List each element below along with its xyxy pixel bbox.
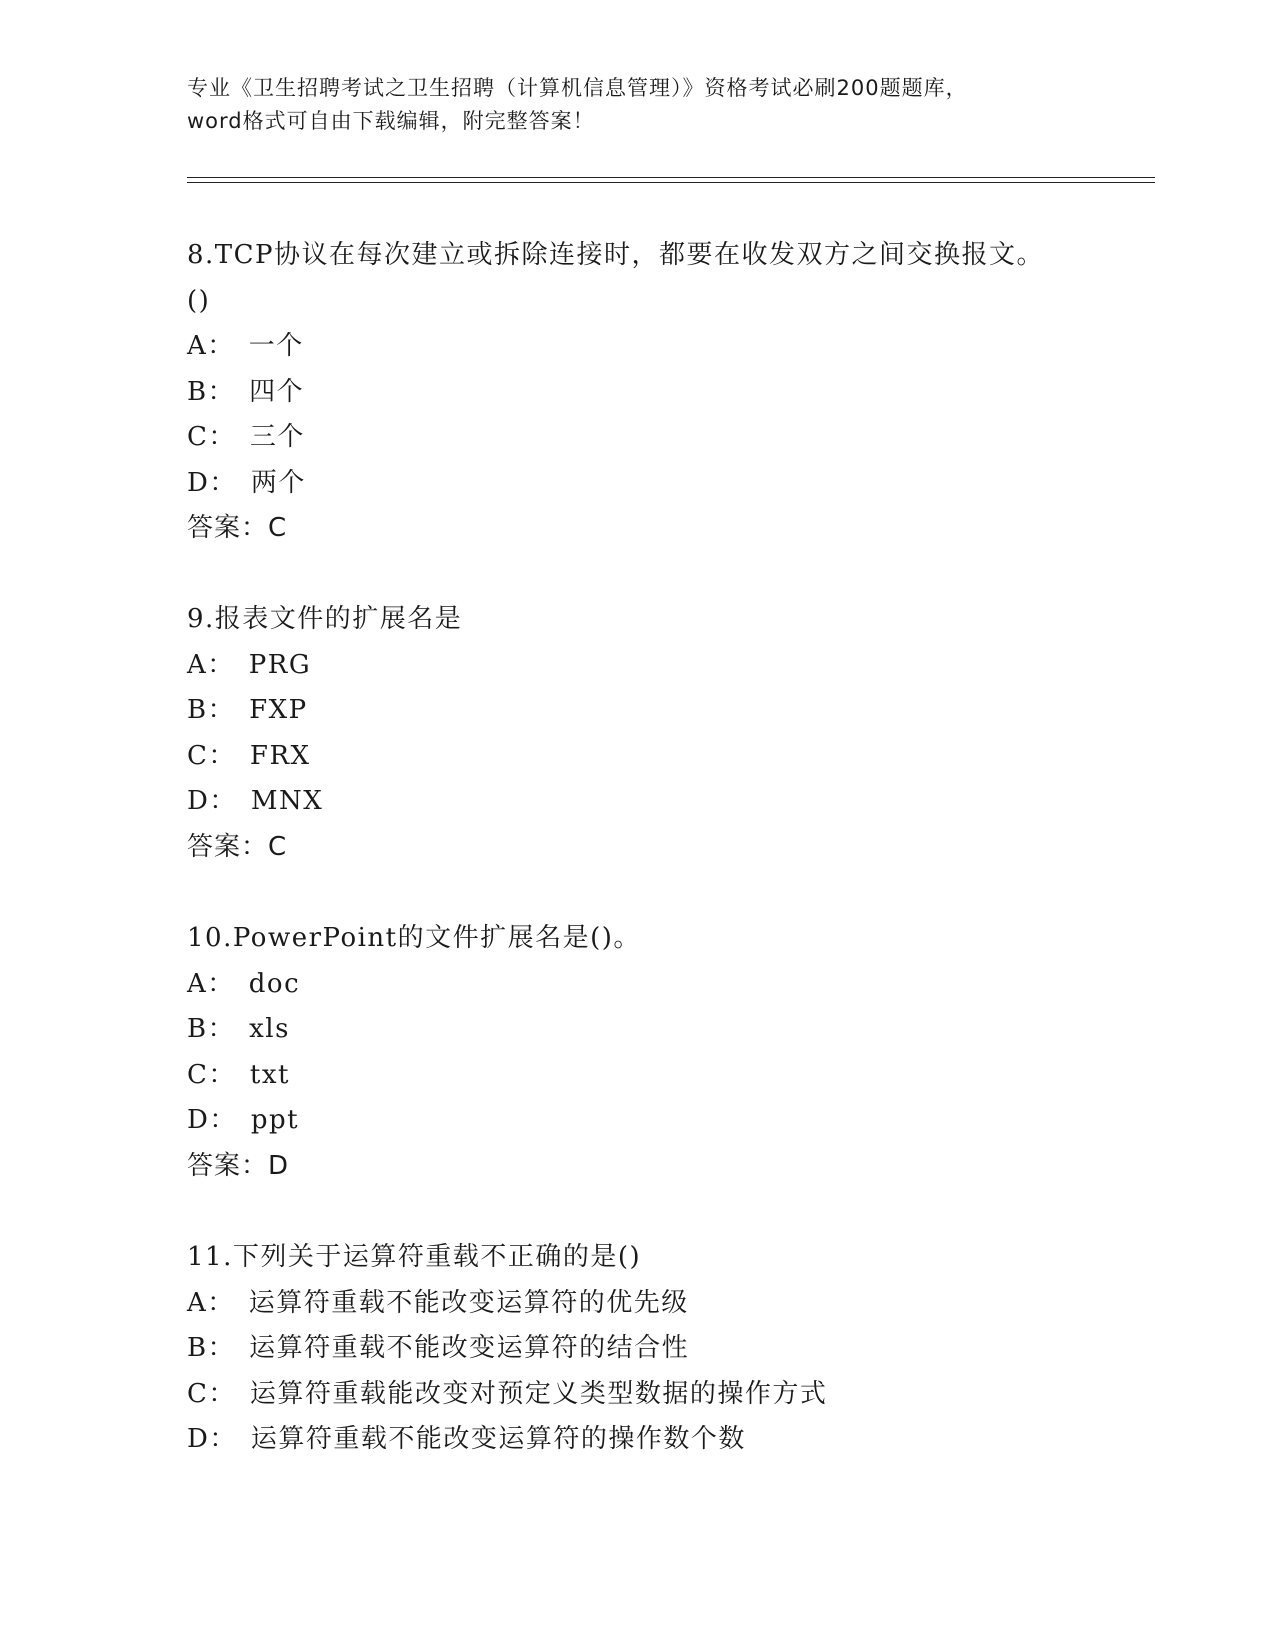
option-text: txt (249, 1059, 290, 1090)
option-d (187, 461, 1147, 507)
answer-value: C (268, 831, 288, 862)
option-c (187, 1372, 1147, 1418)
option-a (187, 1281, 1147, 1327)
answer-label: 答案： (187, 513, 269, 543)
answer-label: 答案： (187, 1150, 269, 1181)
option-key: B： (187, 1014, 236, 1044)
option-a (187, 962, 1147, 1008)
option-key: C： (187, 422, 236, 452)
question-stem: 11.下列关于运算符重载不正确的是() (187, 1242, 642, 1272)
option-key: C： (187, 1059, 236, 1090)
header-divider-top (187, 177, 1155, 178)
option-text: 两个 (250, 467, 306, 498)
answer-value: D (268, 1150, 290, 1181)
option-text: 一个 (248, 331, 304, 361)
option-d (187, 1417, 1147, 1463)
option-key: C： (187, 740, 236, 771)
option-b (187, 370, 1147, 416)
answer-line (187, 1144, 1147, 1190)
option-text: FXP (249, 695, 308, 725)
question-10 (187, 916, 1147, 1189)
option-key: B： (187, 695, 236, 725)
question-stem-continuation: () (187, 285, 211, 316)
option-a (187, 324, 1147, 370)
option-d (187, 1098, 1147, 1144)
option-key: C： (187, 1378, 236, 1409)
answer-label: 答案： (187, 831, 269, 862)
option-text: MNX (250, 786, 324, 816)
option-text: FRX (249, 740, 311, 771)
option-text: xls (249, 1014, 290, 1044)
option-text: 运算符重载能改变对预定义类型数据的操作方式 (249, 1378, 828, 1409)
option-b (187, 688, 1147, 734)
option-b (187, 1007, 1147, 1053)
question-11 (187, 1235, 1147, 1463)
option-key: D： (187, 786, 237, 816)
question-8 (187, 233, 1147, 552)
option-text: 运算符重载不能改变运算符的操作数个数 (250, 1424, 746, 1454)
question-stem: 10.PowerPoint的文件扩展名是()。 (187, 923, 641, 953)
option-key: A： (187, 968, 235, 999)
option-text: 运算符重载不能改变运算符的优先级 (248, 1287, 689, 1318)
option-text: doc (248, 968, 301, 999)
header-title-line-1: 专业《卫生招聘考试之卫生招聘（计算机信息管理）》资格考试必刷200题题库， (187, 76, 968, 100)
option-c (187, 415, 1147, 461)
header-divider-bottom (187, 182, 1155, 183)
option-c (187, 734, 1147, 780)
option-key: D： (187, 467, 237, 498)
page-header (187, 72, 1087, 138)
option-key: D： (187, 1424, 237, 1454)
question-stem: 8.TCP协议在每次建立或拆除连接时，都要在收发双方之间交换报文。 (187, 240, 1045, 270)
answer-line (187, 506, 1147, 552)
option-text: 四个 (249, 376, 305, 407)
option-key: B： (187, 376, 236, 407)
option-text: 运算符重载不能改变运算符的结合性 (249, 1333, 690, 1363)
option-text: 三个 (249, 422, 305, 452)
option-text: ppt (250, 1105, 300, 1135)
option-key: A： (187, 649, 235, 680)
option-key: A： (187, 1287, 235, 1318)
question-stem: 9.报表文件的扩展名是 (187, 604, 463, 634)
option-b (187, 1326, 1147, 1372)
answer-line (187, 825, 1147, 871)
option-key: D： (187, 1105, 237, 1135)
option-d (187, 779, 1147, 825)
question-9 (187, 597, 1147, 870)
option-a (187, 643, 1147, 689)
header-title-line-2: word格式可自由下载编辑，附完整答案！ (187, 109, 595, 133)
option-c (187, 1053, 1147, 1099)
option-key: A： (187, 331, 235, 361)
answer-value: C (268, 513, 288, 543)
option-text: PRG (248, 649, 312, 680)
option-key: B： (187, 1333, 236, 1363)
